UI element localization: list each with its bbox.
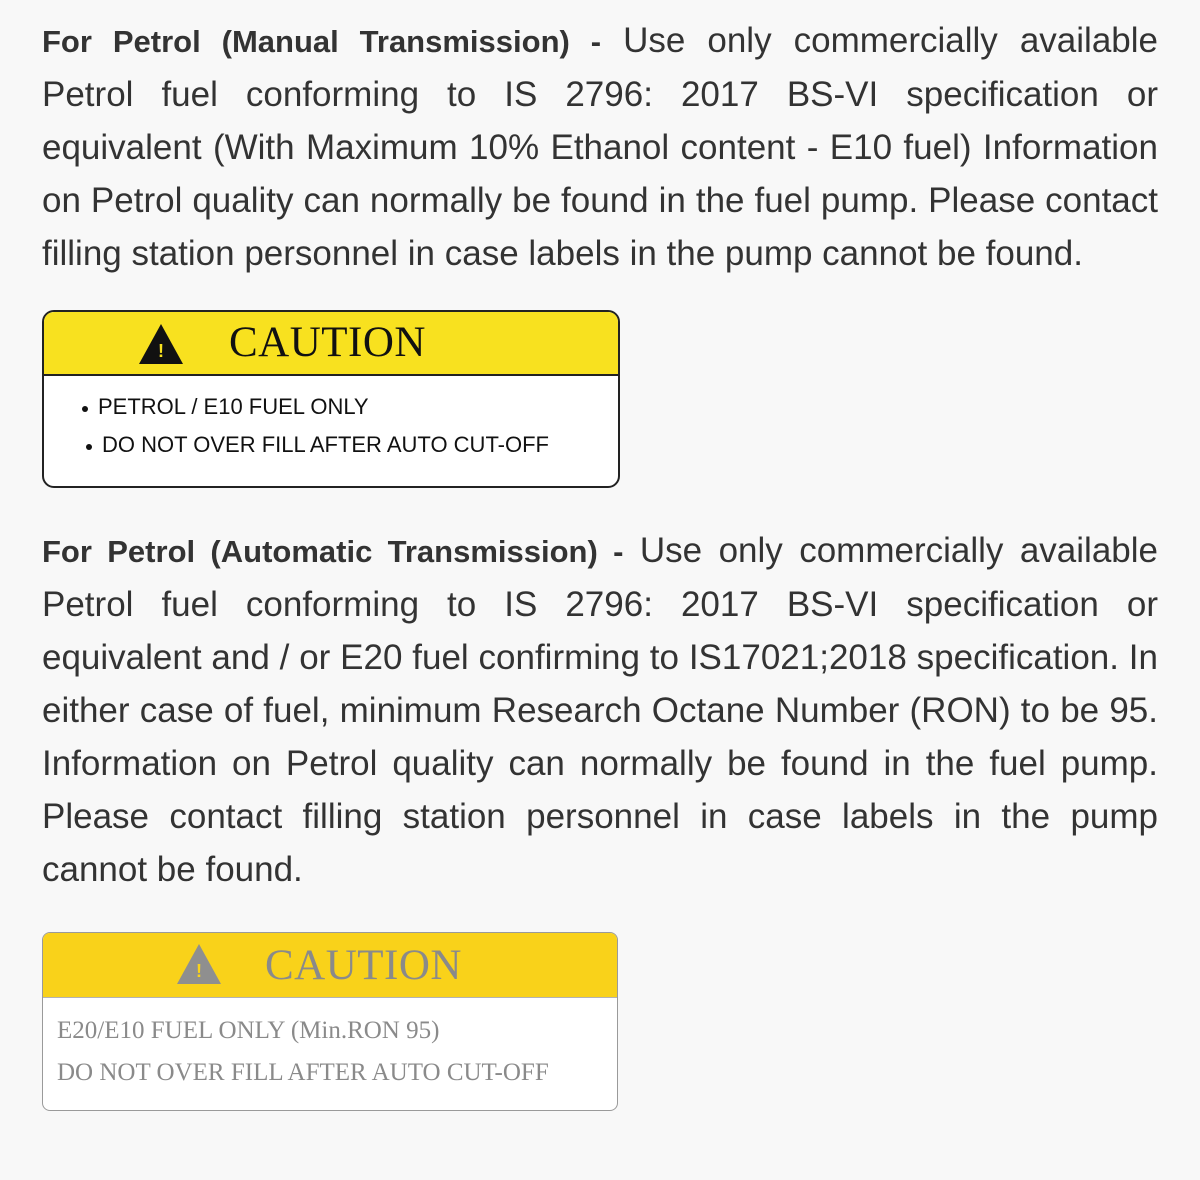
caution-item-text: DO NOT OVER FILL AFTER AUTO CUT-OFF bbox=[102, 432, 549, 457]
manual-transmission-paragraph bbox=[42, 14, 1158, 280]
manual-transmission-heading: For Petrol (Manual Transmission) - bbox=[42, 24, 602, 59]
svg-text:!: ! bbox=[196, 961, 202, 981]
caution-label-manual bbox=[42, 310, 620, 488]
caution-title: CAUTION bbox=[265, 942, 462, 989]
bullet-icon bbox=[86, 444, 92, 450]
caution-body bbox=[44, 376, 618, 486]
caution-item bbox=[82, 388, 618, 426]
svg-text:!: ! bbox=[158, 341, 164, 361]
automatic-transmission-paragraph bbox=[42, 524, 1158, 896]
document-page bbox=[42, 14, 1158, 1111]
caution-item-text: PETROL / E10 FUEL ONLY bbox=[98, 394, 369, 419]
caution-header bbox=[44, 312, 618, 376]
warning-triangle-icon bbox=[176, 943, 222, 985]
caution-item-text: E20/E10 FUEL ONLY (Min.RON 95) bbox=[57, 1017, 440, 1044]
manual-transmission-text: Use only commercially available Petrol fuel conforming to IS 2796: 2017 BS-VI specification or equivalent (With Maximum 10% Ethanol content - E10 fuel) Information on Petrol quality can normally be found in the fuel pump. Please contact filling station personnel in case labels in the pump cannot be found. bbox=[42, 21, 1158, 273]
caution-item-text: DO NOT OVER FILL AFTER AUTO CUT-OFF bbox=[57, 1059, 549, 1086]
warning-triangle-icon bbox=[138, 323, 184, 365]
caution-label-automatic bbox=[42, 932, 618, 1111]
bullet-icon bbox=[82, 406, 88, 412]
automatic-transmission-text: Use only commercially available Petrol fuel conforming to IS 2796: 2017 BS-VI specification or equivalent and / or E20 fuel confirming to IS17021;2018 specification. In either case of fuel, minimum Research Octane Number (RON) to be 95. Information on Petrol quality can normally be found in the fuel pump. Please contact filling station personnel in case labels in the pump cannot be found. bbox=[42, 531, 1158, 889]
caution-header bbox=[43, 933, 617, 998]
caution-body bbox=[43, 998, 617, 1110]
automatic-transmission-heading: For Petrol (Automatic Transmission) - bbox=[42, 534, 624, 569]
caution-title: CAUTION bbox=[229, 319, 426, 366]
caution-item bbox=[82, 426, 618, 464]
